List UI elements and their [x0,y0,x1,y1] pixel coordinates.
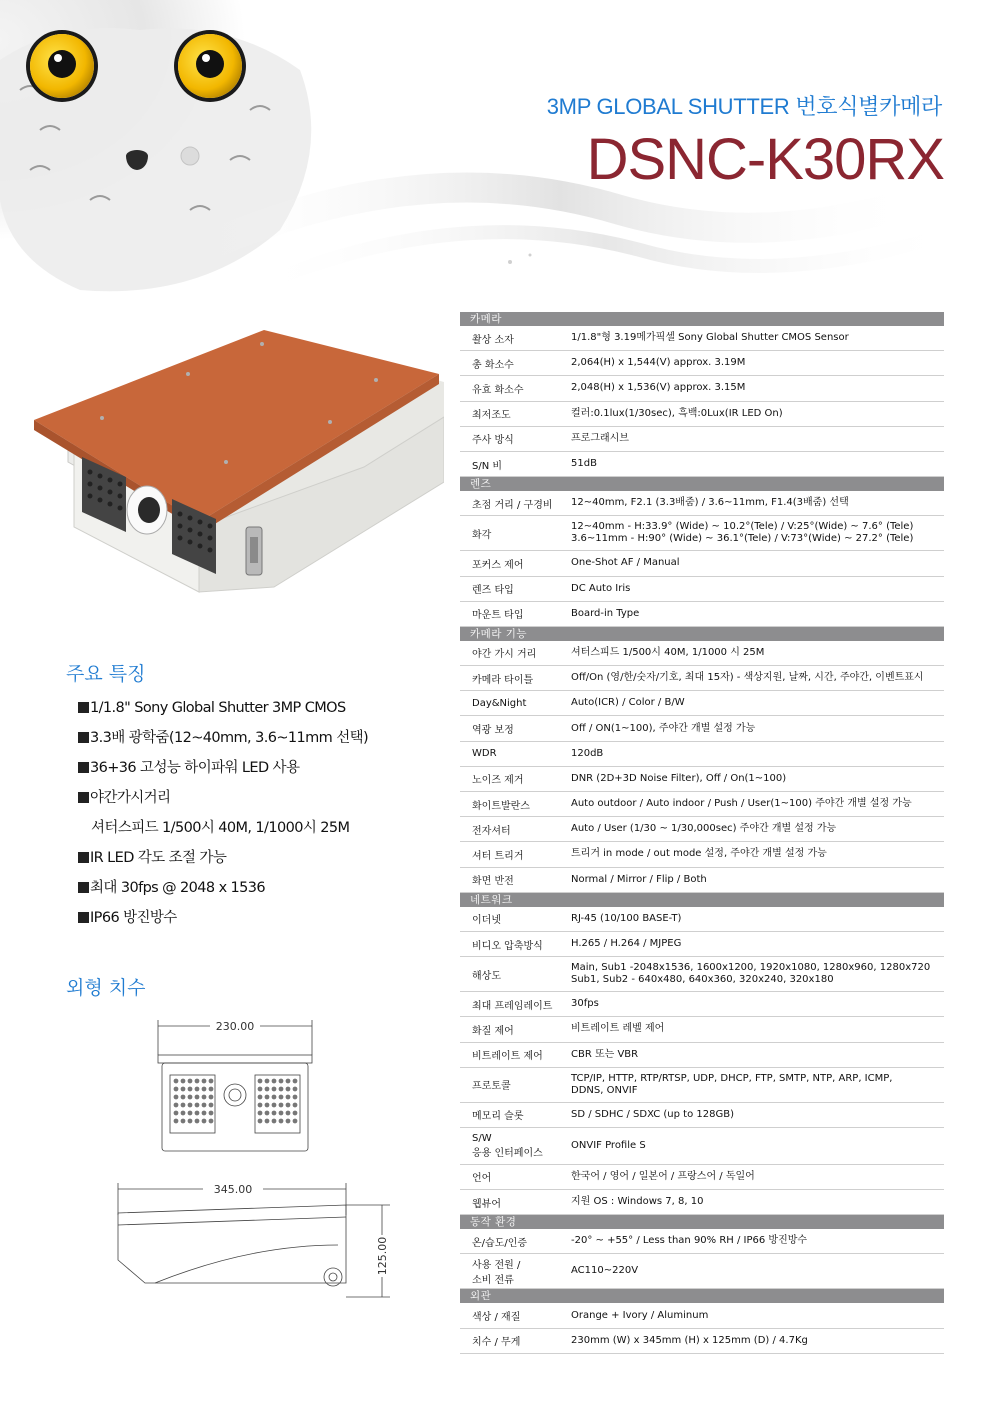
spec-value-line: 프로그래시브 [571,432,629,444]
spec-value-line: 트리거 in mode / out mode 설정, 주야간 개별 설정 가능 [571,848,827,860]
spec-label: 셔터 트리거 [472,850,524,862]
spec-row [460,1190,944,1215]
spec-label: 프로토콜 [472,1081,511,1093]
features-title: 주요 특징 [66,663,146,685]
spec-label: 야간 가시 거리 [472,649,537,661]
spec-value-line: Orange + Ivory / Aluminum [571,1309,709,1321]
spec-label: 비트레이트 제어 [472,1051,543,1063]
spec-value [566,848,944,860]
spec-value [566,773,944,785]
spec-value [566,408,944,420]
spec-value [566,938,944,950]
spec-row [460,376,944,401]
spec-value-line: ONVIF Profile S [571,1139,646,1151]
spec-value [566,583,944,595]
bullet-square-icon [78,912,89,923]
spec-value [566,357,944,369]
spec-label: Day&Night [472,697,527,709]
spec-row [460,641,944,666]
spec-row [460,932,944,957]
spec-row [460,1329,944,1354]
spec-value [566,874,944,886]
spec-row [460,992,944,1017]
spec-value [566,1023,944,1035]
spec-row [460,1128,944,1165]
spec-label: 초점 거리 / 구경비 [472,499,553,511]
product-subtitle: 3MP GLOBAL SHUTTER 번호식별카메라 [546,94,942,119]
spec-value [566,1049,944,1061]
spec-label: 주사 방식 [472,435,514,447]
spec-value [566,608,944,620]
spec-value [566,1310,944,1322]
spec-value [566,998,944,1010]
spec-label: S/W 응용 인터페이스 [472,1132,543,1159]
spec-value-line: Normal / Mirror / Flip / Both [571,873,707,885]
length-dimension-label: 345.00 [213,1183,253,1196]
spec-label: 색상 / 재질 [472,1312,521,1324]
spec-value-line: 한국어 / 영어 / 일본어 / 프랑스어 / 독일어 [571,1170,755,1182]
spec-label: 이더넷 [472,915,501,927]
spec-row [460,1303,944,1328]
spec-row [460,551,944,576]
spec-label: S/N 비 [472,460,503,472]
spec-label: 사용 전원 / 소비 전류 [472,1260,521,1287]
spec-value-line: Off / ON(1~100), 주야간 개별 설정 가능 [571,722,756,734]
spec-value [566,1140,944,1152]
spec-value [566,521,944,545]
feature-item: 최대 30fps @ 2048 x 1536 [78,877,408,907]
spec-row [460,1017,944,1042]
spec-section-header: 카메라 [460,312,944,326]
spec-label: 웹뷰어 [472,1198,501,1210]
spec-label: 해상도 [472,970,501,982]
spec-value-line: SD / SDHC / SDXC (up to 128GB) [571,1108,734,1120]
spec-row [460,452,944,477]
spec-row [460,842,944,867]
spec-row [460,427,944,452]
spec-value [566,913,944,925]
spec-value [566,1265,944,1277]
dimension-drawing [100,1015,410,1315]
spec-row [460,577,944,602]
feature-item: 3.3배 광학줌(12~40mm, 3.6~11mm 선택) [78,727,408,757]
feature-item: 야간가시거리 [78,787,408,817]
spec-value-line: AC110~220V [571,1265,639,1277]
spec-value [566,497,944,509]
spec-value-line: 30fps [571,998,599,1010]
bullet-square-icon [78,732,89,743]
spec-row [460,742,944,767]
spec-value-line: 51dB [571,458,597,470]
spec-value [566,1073,944,1097]
spec-value-line: Board-in Type [571,607,640,619]
feature-item: IR LED 각도 조절 가능 [78,847,408,877]
spec-value-line: Off/On (영/한/숫자/기호, 최대 15자) - 색상지원, 날짜, 시간, 주야간, 이벤트표시 [571,672,924,684]
spec-label: 촬상 소자 [472,334,514,346]
spec-value-line: -20° ~ +55° / Less than 90% RH / IP66 방진방수 [571,1235,808,1247]
feature-item: 36+36 고성능 하이파워 LED 사용 [78,757,408,787]
spec-row [460,792,944,817]
spec-label: 화각 [472,529,492,541]
spec-label: 언어 [472,1173,492,1185]
spec-value [566,1235,944,1247]
bullet-square-icon [78,792,89,803]
spec-value-line: One-Shot AF / Manual [571,557,680,569]
spec-value-line: 12~40mm - H:33.9° (Wide) ~ 10.2°(Tele) / V:25°(Wide) ~ 7.6° (Tele) [571,521,914,533]
spec-value [566,1335,944,1347]
spec-value-line: 1/1.8"형 3.19메가픽셀 Sony Global Shutter CMOS Sensor [571,332,849,344]
spec-row [460,1229,944,1254]
dimensions-title: 외형 치수 [66,977,146,999]
spec-label: 카메라 타이틀 [472,674,534,686]
feature-item-continuation: 셔터스피드 1/500시 40M, 1/1000시 25M [91,820,350,836]
spec-value-line: 지원 OS : Windows 7, 8, 10 [571,1196,704,1208]
bullet-square-icon [78,702,89,713]
spec-value-line: DNR (2D+3D Noise Filter), Off / On(1~100) [571,772,787,784]
spec-value [566,697,944,709]
camera-product-image [34,322,444,607]
spec-label: 최대 프레임레이트 [472,1000,553,1012]
spec-value-line: Sub1, Sub2 - 640x480, 640x360, 320x240, 320x180 [571,974,834,986]
spec-value [566,672,944,684]
spec-row [460,602,944,627]
spec-row [460,491,944,516]
spec-label: 전자셔터 [472,825,511,837]
spec-value [566,557,944,569]
spec-value-line: 비트레이트 레벨 제어 [571,1023,665,1035]
spec-row [460,1103,944,1128]
spec-value-line: Auto(ICR) / Color / B/W [571,697,685,709]
spec-value [566,382,944,394]
feature-item: IP66 방진방수 [78,907,408,937]
spec-value [566,1171,944,1183]
bullet-square-icon [78,882,89,893]
spec-value-line: 셔터스피드 1/500시 40M, 1/1000 시 25M [571,646,765,658]
height-dimension-label: 125.00 [376,1236,389,1276]
spec-row [460,1043,944,1068]
spec-row [460,1068,944,1103]
spec-value [566,1109,944,1121]
product-model-title: DSNC-K30RX [586,127,944,192]
spec-label: 총 화소수 [472,359,514,371]
spec-label: 화질 제어 [472,1025,514,1037]
spec-value-line: 230mm (W) x 345mm (H) x 125mm (D) / 4.7Kg [571,1334,808,1346]
spec-section-header: 렌즈 [460,477,944,491]
owl-right-eye [178,34,242,98]
spec-row [460,402,944,427]
spec-label: 포커스 제어 [472,559,524,571]
spec-value-line: RJ-45 (10/100 BASE-T) [571,912,682,924]
spec-value [566,748,944,760]
spec-label: 온/습도/인증 [472,1237,528,1249]
spec-label: 화이트발란스 [472,800,530,812]
spec-row [460,351,944,376]
spec-value-line: Main, Sub1 -2048x1536, 1600x1200, 1920x1080, 1280x960, 1280x720 [571,962,931,974]
spec-table [460,312,944,1354]
spec-value [566,962,944,986]
spec-label: 화면 반전 [472,876,514,888]
spec-value [566,647,944,659]
spec-label: WDR [472,748,497,760]
spec-section-header: 네트워크 [460,893,944,907]
spec-value-line: 12~40mm, F2.1 (3.3배줌) / 3.6~11mm, F1.4(3배줌) 선택 [571,497,849,509]
owl-left-eye [30,34,94,98]
spec-row [460,326,944,351]
spec-row [460,1165,944,1190]
spec-row [460,868,944,893]
spec-value-line: 2,064(H) x 1,544(V) approx. 3.19M [571,357,746,369]
spec-value [566,1196,944,1208]
spec-section-header: 카메라 기능 [460,627,944,641]
spec-row [460,666,944,691]
spec-row [460,767,944,792]
spec-label: 역광 보정 [472,725,514,737]
spec-value [566,798,944,810]
spec-label: 비디오 압축방식 [472,940,543,952]
spec-value-line: TCP/IP, HTTP, RTP/RTSP, UDP, DHCP, FTP, SMTP, NTP, ARP, ICMP, [571,1072,893,1084]
spec-value-line: 120dB [571,747,604,759]
spec-label: 렌즈 타입 [472,585,514,597]
spec-row [460,516,944,551]
spec-row [460,691,944,716]
spec-value-line: DC Auto Iris [571,582,631,594]
spec-label: 메모리 슬롯 [472,1111,524,1123]
spec-value-line: Auto / User (1/30 ~ 1/30,000sec) 주야간 개별 설정 가능 [571,823,837,835]
bullet-square-icon [78,762,89,773]
spec-value-line: 3.6~11mm - H:90° (Wide) ~ 36.1°(Tele) / V:73°(Wide) ~ 27.2° (Tele) [571,533,914,545]
spec-value [566,332,944,344]
spec-row [460,957,944,992]
spec-label: 노이즈 제거 [472,775,524,787]
spec-value-line: 2,048(H) x 1,536(V) approx. 3.15M [571,382,746,394]
hero-banner [0,0,1000,300]
spec-value [566,723,944,735]
spec-section-header: 동작 환경 [460,1215,944,1229]
spec-value [566,823,944,835]
spec-row [460,817,944,842]
bullet-square-icon [78,852,89,863]
spec-label: 최저조도 [472,410,511,422]
spec-row [460,907,944,932]
feature-item: 1/1.8" Sony Global Shutter 3MP CMOS [78,697,408,727]
spec-value-line: H.265 / H.264 / MJPEG [571,938,682,950]
spec-value-line: 컬러:0.1lux(1/30sec), 흑백:0Lux(IR LED On) [571,407,783,419]
features-list [78,697,408,937]
spec-label: 치수 / 무게 [472,1337,521,1349]
spec-value-line: CBR 또는 VBR [571,1048,639,1060]
spec-value [566,458,944,470]
spec-section-header: 외관 [460,1289,944,1303]
spec-label: 마운트 타입 [472,610,524,622]
width-dimension-label: 230.00 [215,1020,255,1033]
spec-row [460,716,944,741]
spec-value-line: DDNS, ONVIF [571,1084,638,1096]
spec-value [566,433,944,445]
spec-value-line: Auto outdoor / Auto indoor / Push / User(1~100) 주야간 개별 설정 가능 [571,798,912,810]
spec-label: 유효 화소수 [472,384,524,396]
spec-row [460,1254,944,1289]
